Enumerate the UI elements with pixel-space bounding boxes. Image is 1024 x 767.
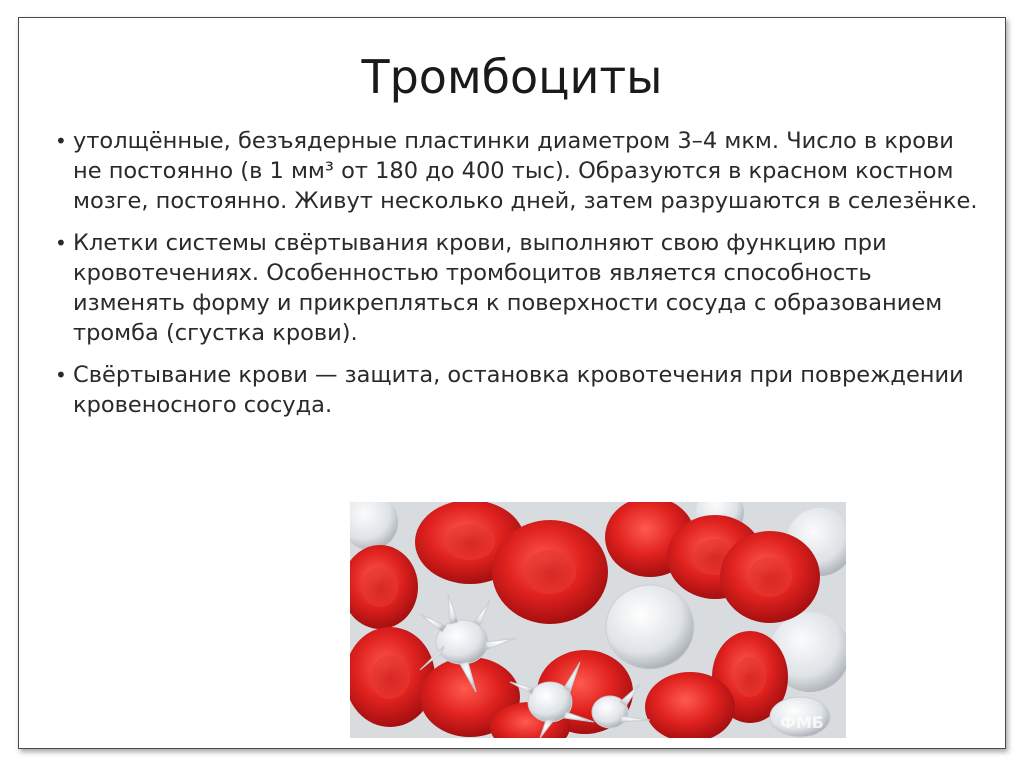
- bullet-item: [53, 360, 983, 420]
- bullet-dot-icon: •: [55, 231, 67, 255]
- bullet-text: Клетки системы свёртывания крови, выполняют свою функцию при кровотечениях. Особенностью тромбоцитов является способность изменять форму и прикрепляться к поверхности сосуда с образованием тромба (сгустка крови).: [73, 230, 943, 346]
- bullet-dot-icon: •: [55, 129, 67, 153]
- slide-title: Тромбоциты: [361, 50, 663, 104]
- blood-cells-illustration: [350, 502, 846, 738]
- blood-cells-image: [350, 502, 846, 738]
- slide: [18, 17, 1006, 749]
- bullet-item: [53, 228, 983, 348]
- watermark-text: ФМБ: [780, 713, 824, 732]
- bullet-text: Свёртывание крови — защита, остановка кровотечения при повреждении кровеносного сосуда.: [73, 362, 964, 418]
- bullet-text: утолщённые, безъядерные пластинки диаметром 3–4 мкм. Число в крови не постоянно (в 1 мм³ от 180 до 400 тыс). Образуются в красном костном мозге, постоянно. Живут несколько дней, затем разрушаются в селезёнке.: [73, 128, 978, 214]
- bullet-item: [53, 126, 983, 216]
- bullet-list: [53, 126, 983, 432]
- bullet-dot-icon: •: [55, 363, 67, 387]
